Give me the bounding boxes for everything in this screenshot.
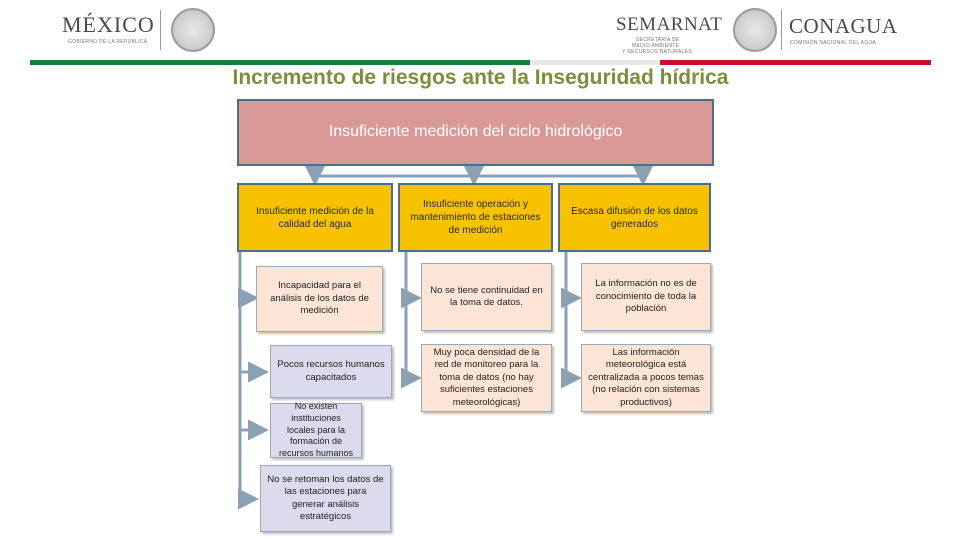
semarnat-logo-name: SEMARNAT: [616, 14, 723, 35]
column-heading-1: Insuficiente medición de la calidad del agua: [237, 183, 393, 252]
column-1-item-1: Incapacidad para el análisis de los datos de medición: [256, 266, 383, 332]
semarnat-subtitle-3: Y RECURSOS NATURALES: [622, 49, 692, 55]
page-title: Incremento de riesgos ante la Inseguridad hídrica: [232, 66, 729, 89]
column-3-item-1: La información no es de conocimiento de toda la población: [581, 263, 711, 331]
column-3-item-2: Las información meteorológica está centralizada a pocos temas (no relación con sistemas productivos): [581, 344, 711, 412]
column-1-item-2: Pocos recursos humanos capacitados: [270, 345, 392, 398]
root-node: Insuficiente medición del ciclo hidrológico: [237, 99, 714, 166]
mexico-logo-name: MÉXICO: [62, 12, 155, 37]
semarnat-subtitle-1: SECRETARÍA DE: [636, 37, 680, 43]
semarnat-subtitle-2: MEDIO AMBIENTE: [632, 43, 680, 49]
column-heading-3: Escasa difusión de los datos generados: [558, 183, 711, 252]
column-1-item-3: No existen instituciones locales para la formación de recursos humanos: [270, 403, 362, 458]
mexico-logo-subtitle: GOBIERNO DE LA REPÚBLICA: [68, 39, 148, 45]
conagua-logo-name: CONAGUA: [789, 14, 898, 38]
column-2-item-2: Muy poca densidad de la red de monitoreo para la toma de datos (no hay suficientes estaciones meteorológicas): [421, 344, 552, 412]
column-1-item-4: No se retoman los datos de las estaciones para generar análisis estratégicos: [260, 465, 391, 532]
column-heading-2: Insuficiente operación y mantenimiento de estaciones de medición: [398, 183, 553, 252]
column-2-item-1: No se tiene continuidad en la toma de datos.: [421, 263, 552, 331]
conagua-logo-subtitle: COMISIÓN NACIONAL DEL AGUA: [790, 40, 877, 46]
